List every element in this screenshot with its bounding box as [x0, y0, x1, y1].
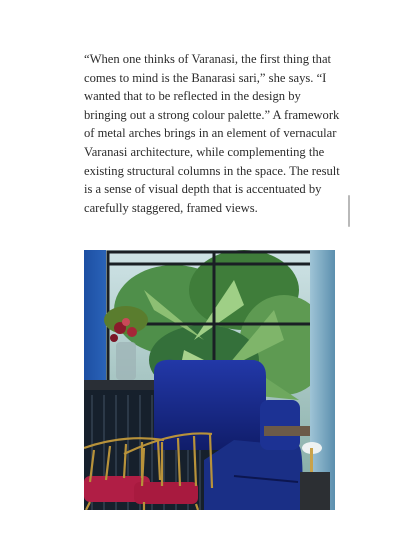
article-paragraph: “When one thinks of Varanasi, the first thing that comes to mind is the Banarasi sari,” she says. “I wanted that to be reflected in the design by bringing out a strong colour palette.” A framework of metal arches brings in an element of vernacular Varanasi architecture, while complementing the existing structural columns in the space. The result is a sense of visual depth that is accentuated by carefully staggered, framed views.: [84, 52, 340, 215]
column: [310, 250, 335, 510]
interior-photo-illustration: [84, 250, 335, 510]
article-photo: [84, 250, 335, 510]
scrollbar-thumb[interactable]: [348, 195, 350, 227]
